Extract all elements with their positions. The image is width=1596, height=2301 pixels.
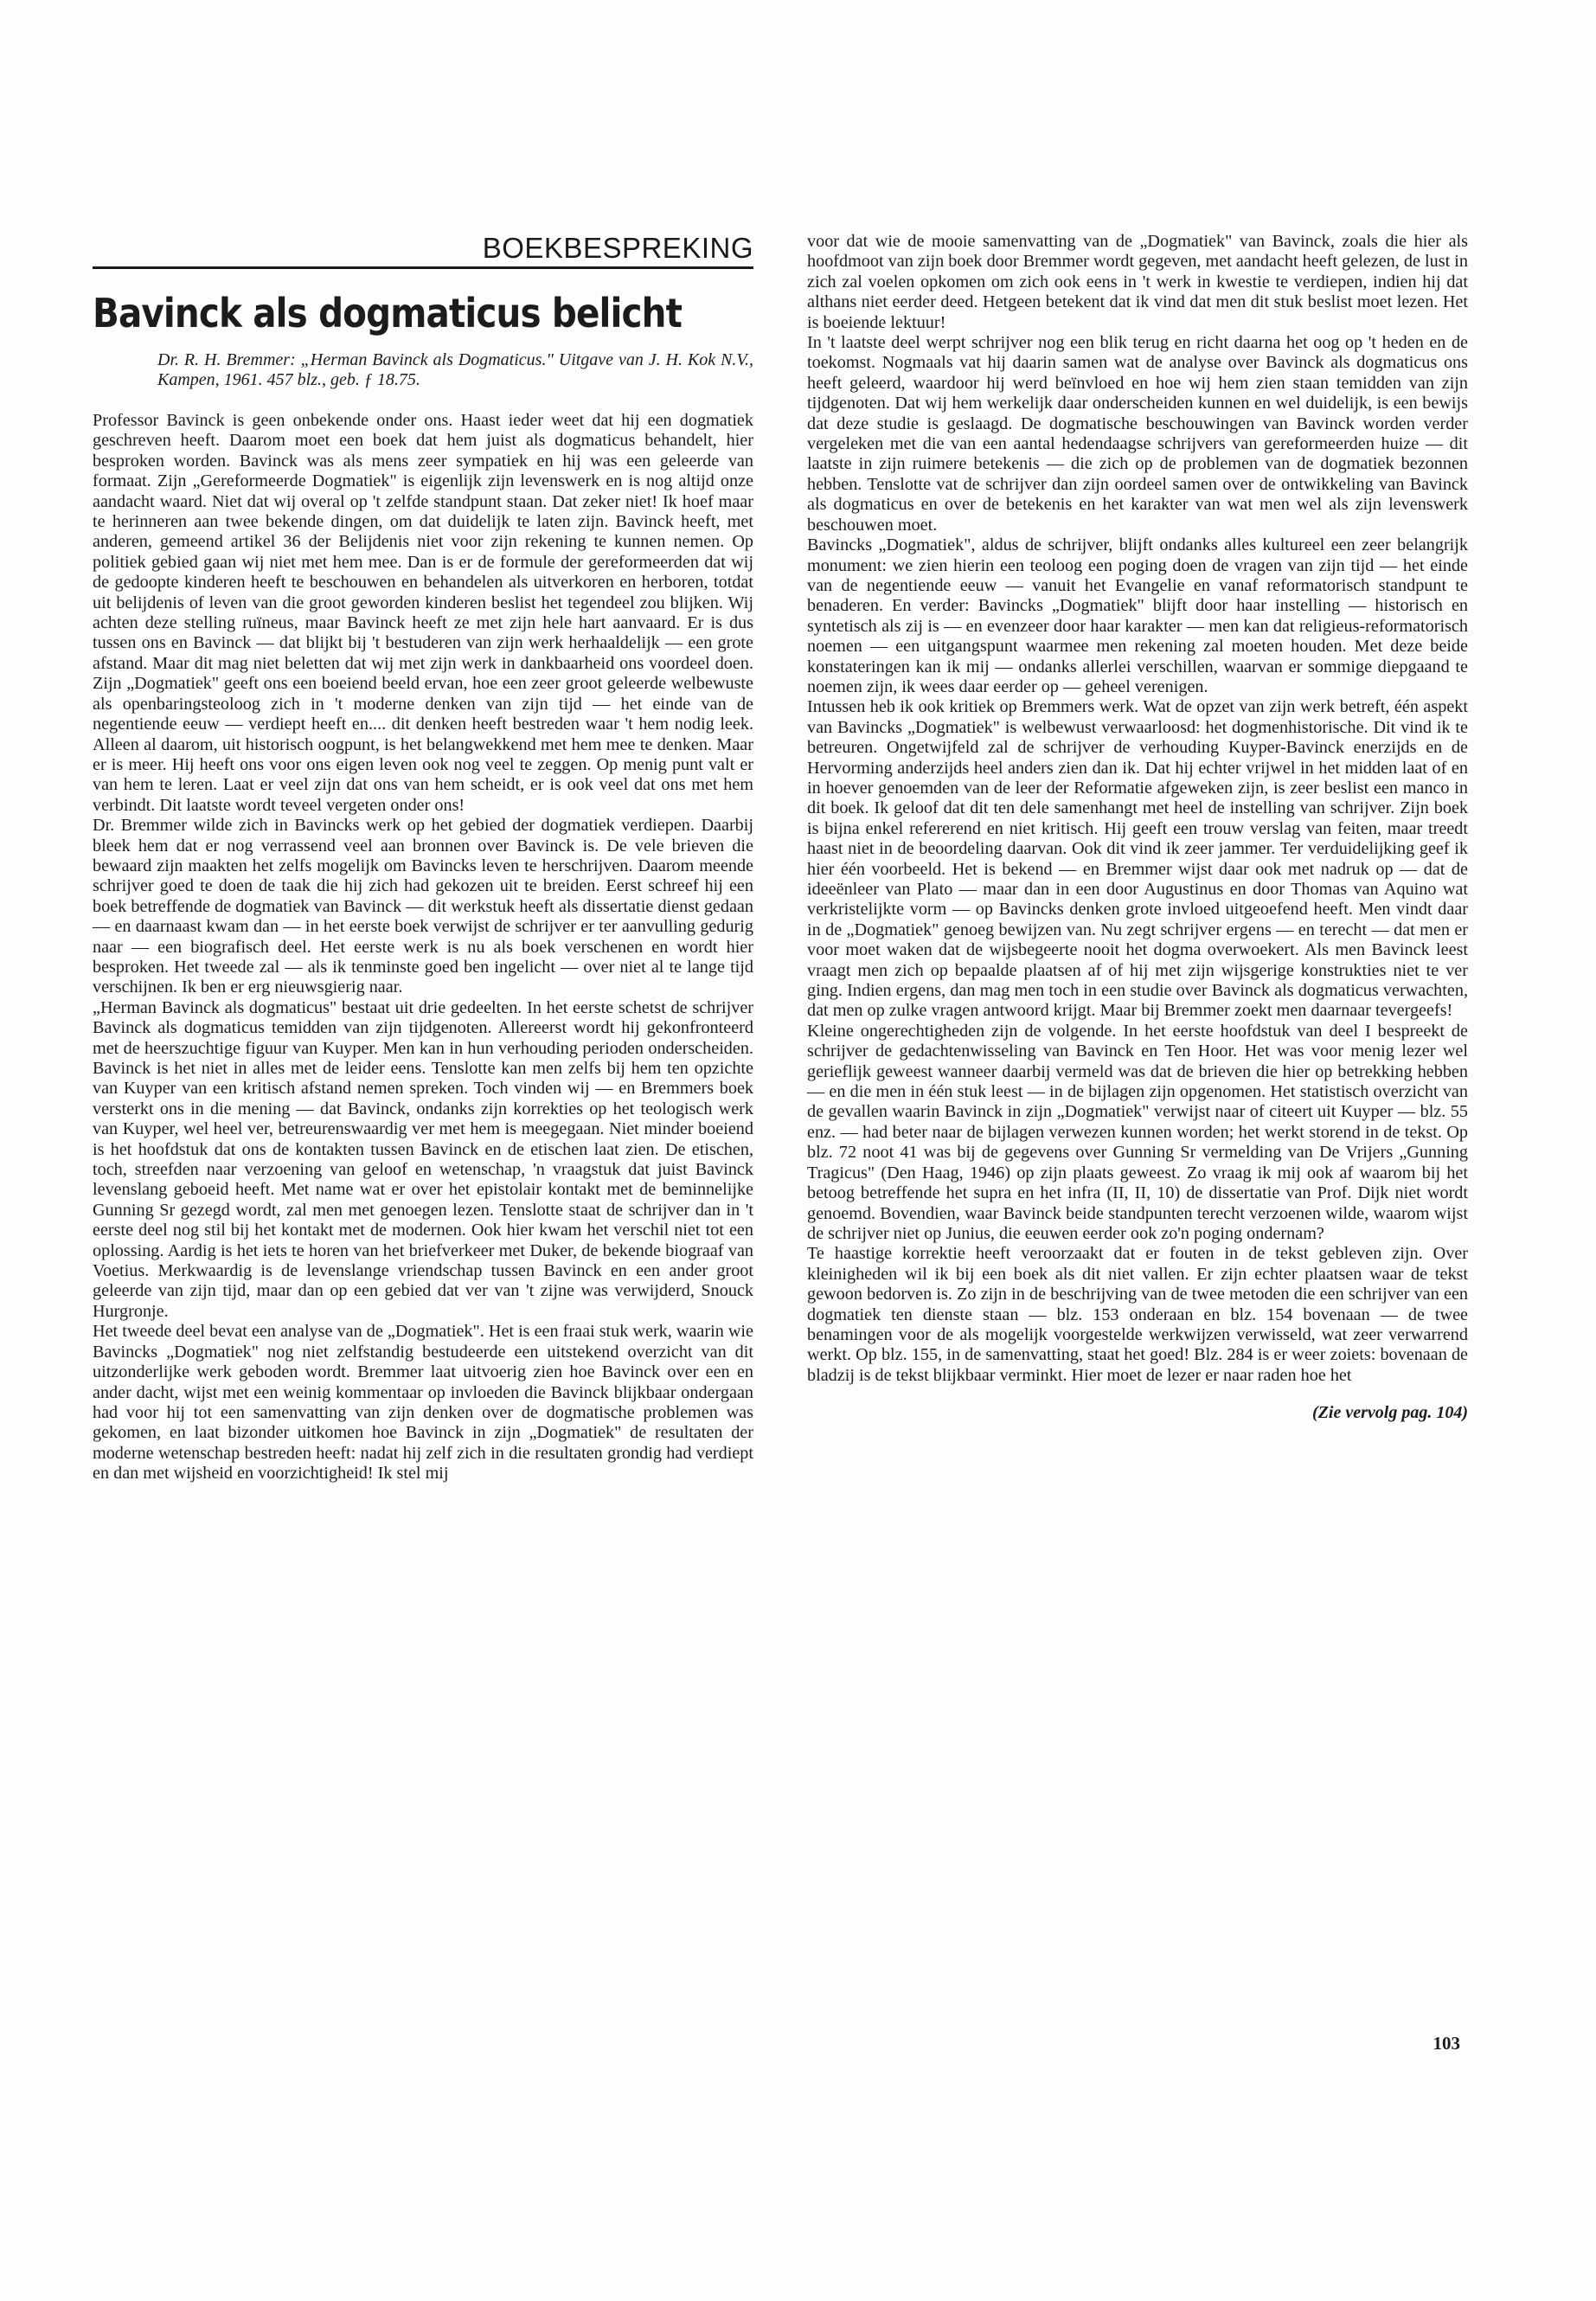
right-paragraph-2: In 't laatste deel werpt schrijver nog een blik terug en richt daarna het oog op 't heden en de toekomst. Nogmaals vat hij daarin samen wat de analyse over Bavinck als dogmaticus ons heeft geleerd, waardoor hij werd beïnvloed en hoe wij hem zien staan temidden van zijn tijdgenoten. Dat wij hem werkelijk daar onderscheiden kunnen en wel duidelijk, is een bewijs dat deze studie is geslaagd. De dogmatische beschouwingen van Bavinck worden verder vergeleken met die van een aantal hedendaagse schrijvers van gereformeerden huize — dit laatste in zijn ruimere betekenis — die zich op de problemen van de dogmatiek bezonnen hebben. Tenslotte vat de schrijver dan zijn oordeel samen over de ontwikkeling van Bavinck als dogmaticus en over de betekenis en het karakter van wat men wel als zijn levenswerk beschouwen moet. <box>807 333 1468 535</box>
left-paragraph-3: „Herman Bavinck als dogmaticus" bestaat uit drie gedeelten. In het eerste schetst de schrijver Bavinck als dogmaticus temidden van zijn tijdgenoten. Allereerst wordt hij gekonfronteerd met de heerszuchtige figuur van Kuyper. Men kan in hun verhouding perioden onderscheiden. Bavinck is het niet in alles met de leider eens. Tenslotte kan men zelfs bij hem ten opzichte van Kuyper van een kritisch afstand nemen spreken. Toch vinden wij — en Bremmers boek versterkt ons in die mening — dat Bavinck, ondanks zijn korrekties op het teologisch werk van Kuyper, wel heel ver, betreurenswaardig ver met hem is meegegaan. Niet minder boeiend is het hoofdstuk dat ons de kontakten tussen Bavinck en de etischen laat zien. De etischen, toch, streefden naar verzoening van geloof en wetenschap, 'n vraagstuk dat juist Bavinck levenslang geboeid heeft. Met name wat er over het epistolair kontakt met de beminnelijke Gunning Sr gezegd wordt, zal men met genoegen lezen. Tenslotte staat de schrijver dan in 't eerste deel nog stil bij het kontakt met de modernen. Ook hier kwam het verschil niet tot een oplossing. Aardig is het iets te horen van het briefverkeer met Duker, de bekende biograaf van Voetius. Merkwaardig is de levenslange vriendschap tussen Bavinck en een ander groot geleerde van zijn tijd, maar dan op een gebied dat ver van 't zijne was verwijderd, Snouck Hurgronje. <box>93 997 753 1321</box>
left-column <box>93 232 753 1484</box>
page-number: 103 <box>1433 2033 1460 2054</box>
right-paragraph-6: Te haastige korrektie heeft veroorzaakt dat er fouten in de tekst gebleven zijn. Over kleinigheden wil ik bij een boek als dit niet vallen. Er zijn echter plaatsen waar de tekst gewoon bedorven is. Zo zijn in de beschrijving van de twee metoden die een schrijver van een dogmatiek ten dienste staan — blz. 153 onderaan en blz. 154 bovenaan — de twee benamingen voor de als mogelijk voorgestelde werkwijzen verwisseld, wat zeer verwarrend werkt. Op blz. 155, in de samenvatting, staat het goed! Blz. 284 is er weer zoiets: bovenaan de bladzij is de tekst blijkbaar verminkt. Hier moet de lezer er naar raden hoe het <box>807 1244 1468 1385</box>
left-paragraph-2: Dr. Bremmer wilde zich in Bavincks werk op het gebied der dogmatiek verdiepen. Daarbij bleek hem dat er nog verrassend veel aan bronnen over Bavinck is. De vele brieven die bewaard zijn maakten het zelfs mogelijk om Bavincks leven te herschrijven. Daarom meende schrijver goed te doen de taak die hij zich had gekozen uit te breiden. Eerst schreef hij een boek betreffende de dogmatiek van Bavinck — dit werkstuk heeft als dissertatie dienst gedaan — en daarnaast kwam dan — in het eerste boek verwijst de schrijver er ter aanvulling gedurig naar — een biografisch deel. Het eerste werk is nu als boek verschenen en wordt hier besproken. Het tweede zal — als ik tenminste goed ben ingelicht — over niet al te lange tijd verschijnen. Ik ben er erg nieuwsgierig naar. <box>93 816 753 997</box>
right-paragraph-4: Intussen heb ik ook kritiek op Bremmers werk. Wat de opzet van zijn werk betreft, één aspekt van Bavincks „Dogmatiek" is welbewust verwaarloosd: het dogmenhistorische. Dit vind ik te betreuren. Ongetwijfeld zal de schrijver de verhouding Kuyper-Bavinck enerzijds en de Hervorming anderzijds heel anders zien dan ik. Dat hij echter vrijwel in het midden laat of en in hoever genoemden van de leer der Reformatie afgeweken zijn, is zeer beslist een manco in dit boek. Ik geloof dat dit ten dele samenhangt met heel de instelling van schrijver. Zijn boek is bijna enkel refererend en niet kritisch. Hij geeft een trouw verslag van feiten, maar treedt haast niet in de beoordeling daarvan. Ook dit vind ik zeer jammer. Ter verduidelijking geef ik hier één voorbeeld. Het is bekend — en Bremmer wijst daar ook met nadruk op — dat de ideeënleer van Plato — maar dan in een door Augustinus en door Thomas van Aquino wat verkristelijkte vorm — op Bavincks denken grote invloed uitgeoefend heeft. Men vindt daar in de „Dogmatiek" genoeg bewijzen van. Nu zegt schrijver ergens — en terecht — dat men er voor moet waken dat de wijsbegeerte nooit het dogma overwoekert. Als men Bavinck leest vraagt men zich op bepaalde plaatsen af of hij met zijn wijsgerige konstrukties niet te ver ging. Indien ergens, dan mag men toch in een studie over Bavinck als dogmaticus verwachten, dat men op zulke vragen antwoord krijgt. Maar bij Bremmer zoekt men daarnaar tevergeefs! <box>807 697 1468 1021</box>
continued-note: (Zie vervolg pag. 104) <box>1312 1403 1468 1423</box>
article-headline: Bavinck als dogmaticus belicht <box>93 290 683 336</box>
left-paragraph-1: Professor Bavinck is geen onbekende onder ons. Haast ieder weet dat hij een dogmatiek geschreven heeft. Daarom moet een boek dat hem juist als dogmaticus behandelt, hier besproken worden. Bavinck was als mens zeer sympatiek en hij was een geleerde van formaat. Zijn „Gereformeerde Dogmatiek" is eigenlijk zijn levenswerk en is nog altijd onze aandacht waard. Niet dat wij overal op 't zelfde standpunt staan. Dat zeker niet! Ik hoef maar te herinneren aan twee bekende dingen, om dat duidelijk te laten zijn. Bavinck heeft, met anderen, gemeend artikel 36 der Belijdenis niet voor zijn rekening te kunnen nemen. Op politiek gebied gaan wij niet met hem mee. Dan is er de formule der gereformeerden dat wij de gedoopte kinderen heeft te beschouwen en behandelen als uitverkoren en herboren, totdat uit belijdenis of leven van die groot geworden kinderen beslist het tegendeel zou blijken. Wij achten deze stelling ruïneus, maar Bavinck heeft ze met zijn hele hart aanvaard. Er is dus tussen ons en Bavinck — dat blijkt bij 't bestuderen van zijn werk herhaaldelijk — een grote afstand. Maar dit mag niet beletten dat wij met zijn werk in dankbaarheid ons voordeel doen. Zijn „Dogmatiek" geeft ons een boeiend beeld ervan, hoe een zeer groot geleerde welbewuste als openbaringsteoloog zich in 't moderne denken van zijn tijd — het einde van de negentiende eeuw — verdiept heeft en.... dit denken heeft bestreden waar 't hem nodig leek. Alleen al daarom, uit historisch oogpunt, is het belangwekkend met hem mee te denken. Maar er is meer. Hij heeft ons voor ons eigen leven ook nog veel te zeggen. Op menig punt valt er van hem te leren. Laat er veel zijn dat ons van hem scheidt, er is ook veel dat ons met hem verbindt. Dit laatste wordt teveel vergeten onder ons! <box>93 411 753 815</box>
section-label: BOEKBESPREKING <box>93 232 753 269</box>
book-citation: Dr. R. H. Bremmer: „Herman Bavinck als Dogmaticus." Uitgave van J. H. Kok N.V., Kampen, 1961. 457 blz., geb. ƒ 18.75. <box>157 350 753 389</box>
right-paragraph-3: Bavincks „Dogmatiek", aldus de schrijver, blijft ondanks alles kultureel een zeer belangrijk monument: we zien hierin een teoloog een poging doen de vragen van zijn tijd — het einde van de negentiende eeuw — vanuit het Evangelie en vanaf reformatorisch standpunt te benaderen. En verder: Bavincks „Dogmatiek" blijft door haar instelling — historisch en syntetisch als zij is — en evenzeer door haar karakter — men kan dat religieus-reformatorisch noemen — een uitgangspunt waarmee men rekening zal moeten houden. Met deze beide konstateringen kan ik mij — ondanks allerlei verschillen, waarvan er sommige diepgaand te noemen zijn, ik wees daar eerder op — geheel verenigen. <box>807 535 1468 696</box>
right-paragraph-1: voor dat wie de mooie samenvatting van de „Dogmatiek" van Bavinck, zoals die hier als hoofdmoot van zijn boek door Bremmer wordt gegeven, met aandacht heeft gelezen, de lust in zich zal voelen opkomen om zich ook eens in 't werk in kwestie te verdiepen, indien hij dat althans niet eerder deed. Hetgeen betekent dat ik vind dat men dit stuk beslist moet lezen. Het is boeiende lektuur! <box>807 232 1468 332</box>
left-paragraph-4: Het tweede deel bevat een analyse van de „Dogmatiek". Het is een fraai stuk werk, waarin wie Bavincks „Dogmatiek" nog niet zelfstandig bestudeerde een uitstekend overzicht van dit uitzonderlijke werk geboden wordt. Bremmer laat uitvoerig zien hoe Bavinck over een en ander dacht, wijst met een weinig kommentaar op invloeden die Bavinck blijkbaar ondergaan had voor hij tot een samenvatting van zijn denken over de dogmatische problemen was gekomen, en laat bizonder uitkomen hoe Bavinck in zijn „Dogmatiek" de resultaten der moderne wetenschap bestreden heeft: nadat hij zelf zich in die resultaten grondig had verdiept en dan met wijsheid en voorzichtigheid! Ik stel mij <box>93 1322 753 1484</box>
right-column <box>807 232 1468 1424</box>
right-paragraph-5: Kleine ongerechtigheden zijn de volgende. In het eerste hoofdstuk van deel I bespreekt de schrijver de gedachtenwisseling van Bavinck en Ten Hoor. Het was voor menig lezer wel gerieflijk geweest wanneer daarbij vermeld was dat de brieven die hier op betrekking hebben — en die men in één stuk leest — in de bijlagen zijn opgenomen. Het statistisch overzicht van de gevallen waarin Bavinck in zijn „Dogmatiek" verwijst naar of citeert uit Kuyper — blz. 55 enz. — had beter naar de bijlagen verwezen kunnen worden; het werkt storend in de tekst. Op blz. 72 noot 41 was bij de gegevens over Gunning Sr vermelding van De Vrijers „Gunning Tragicus" (Den Haag, 1946) op zijn plaats geweest. Zo vraag ik mij ook af waarom bij het betoog betreffende het supra en het infra (II, II, 10) de dissertatie van Prof. Dijk niet wordt genoemd. Bovendien, waar Bavinck beide standpunten terecht verzoenen wilde, waarom wijst de schrijver niet op Junius, die eeuwen eerder ook zo'n poging ondernam? <box>807 1021 1468 1243</box>
